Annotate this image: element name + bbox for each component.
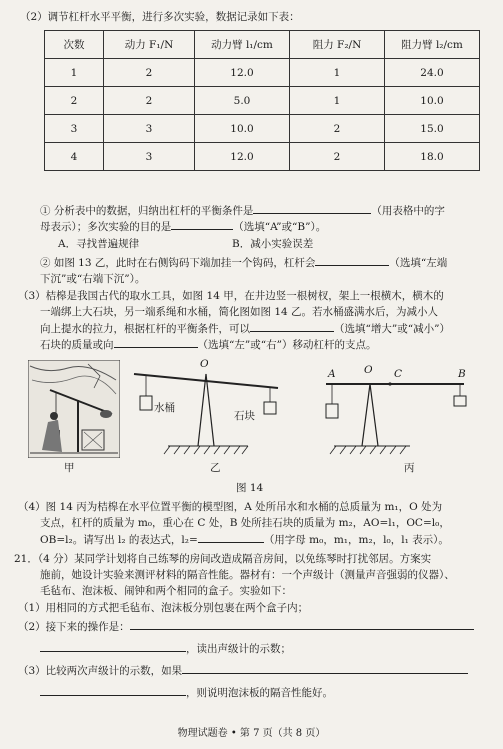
header-cell: 动力 F₁/N — [104, 31, 195, 59]
q2-1-text: （选填“A”或“B”）。 — [233, 221, 327, 233]
q4-line1: （4）图 14 丙为桔槔在水平位置平衡的模型图，A 处所吊水和水桶的总质量为 m₁，O 处为 — [18, 501, 443, 513]
q2-1-line2 — [40, 219, 326, 234]
page-footer: 物理试题卷 • 第 7 页（共 8 页） — [177, 728, 326, 739]
cell: 10.0 — [195, 115, 290, 143]
answer-blank[interactable] — [114, 337, 198, 348]
table-row — [45, 59, 480, 87]
figure-caption: 图 14 — [236, 482, 264, 494]
q21-line1: 21．（4 分）某同学计划将自己练琴的房间改造成隔音房间，以免练琴时打扰邻居。方案实 — [14, 553, 432, 565]
cell: 12.0 — [195, 59, 290, 87]
answer-blank[interactable] — [315, 255, 389, 266]
cell: 3 — [104, 143, 195, 171]
q2-1-line1 — [40, 203, 445, 218]
cell: 1 — [290, 59, 385, 87]
q21-step1: （1）用相同的方式把毛毡布、泡沫板分别包裹在两个盒子内； — [18, 602, 309, 614]
q3-line3 — [40, 321, 450, 336]
answer-blank[interactable] — [171, 219, 233, 230]
q3-text: 石块的质量或向 — [40, 339, 114, 351]
q21-step2-cont — [40, 641, 291, 656]
q4-line2: 支点，杠杆的质量为 m₀，重心在 C 处，B 处所挂石块的质量为 m₂，AO=l₁，OC=l₀， — [40, 517, 450, 529]
cell: 3 — [104, 115, 195, 143]
option-a: A．寻找普遍规律 — [58, 238, 140, 250]
label-bing: 丙 — [404, 462, 415, 474]
header-cell: 动力臂 l₁/cm — [195, 31, 290, 59]
q2-1-text: （用表格中的字 — [371, 205, 445, 217]
label-a: A — [328, 368, 336, 380]
cell: 4 — [45, 143, 104, 171]
label-jia: 甲 — [64, 462, 75, 474]
cell: 12.0 — [195, 143, 290, 171]
cell: 2 — [290, 115, 385, 143]
cell: 2 — [45, 87, 104, 115]
header-cell: 次数 — [45, 31, 104, 59]
figure-jia-illustration — [28, 360, 120, 458]
q3-text: 向上提水的拉力，根据杠杆的平衡条件，可以 — [40, 323, 250, 335]
q4-line3 — [40, 532, 449, 547]
q4-text: OB=l₂。请写出 l₂ 的表达式，l₂= — [40, 534, 198, 546]
table-header-row — [45, 31, 480, 59]
q21-text: （2）接下来的操作是： — [18, 621, 130, 633]
cell: 1 — [45, 59, 104, 87]
cell: 5.0 — [195, 87, 290, 115]
header-cell: 阻力 F₂/N — [290, 31, 385, 59]
cell: 2 — [104, 59, 195, 87]
option-b: B．减小实验误差 — [232, 238, 314, 250]
q2-2-line2: 下沉”或“右端下沉”）。 — [40, 273, 146, 285]
figure-yi-diagram — [128, 358, 306, 458]
cell: 2 — [290, 143, 385, 171]
answer-blank[interactable] — [130, 619, 474, 630]
cell: 2 — [104, 87, 195, 115]
q2-2-text: （选填“左端 — [389, 257, 448, 269]
q2-intro: （2）调节杠杆水平平衡，进行多次实验，数据记录如下表： — [20, 11, 300, 23]
header-cell: 阻力臂 l₂/cm — [385, 31, 480, 59]
answer-blank[interactable] — [182, 663, 468, 674]
q21-text: （3）比较两次声级计的示数，如果 — [18, 665, 183, 677]
label-o: O — [200, 358, 209, 370]
q3-line2: 一端绑上大石块，另一端系绳和水桶，简化图如图 14 乙。若水桶盛满水后，为减小人 — [40, 306, 439, 318]
answer-blank[interactable] — [40, 641, 186, 652]
label-c: C — [394, 368, 403, 380]
cell: 18.0 — [385, 143, 480, 171]
q21-line2: 施前，她设计实验来测评材料的隔音性能。器材有：一个声级计（测量声音强弱的仪器）、 — [40, 569, 455, 581]
table-row — [45, 143, 480, 171]
q21-step3 — [18, 663, 468, 678]
q2-2-line1 — [40, 255, 447, 270]
q2-1-text: ① 分析表中的数据，归纳出杠杆的平衡条件是 — [40, 205, 254, 217]
q21-text: ，则说明泡沫板的隔音性能好。 — [186, 687, 333, 699]
cell: 15.0 — [385, 115, 480, 143]
q3-text: （选填“增大”或“减小”） — [334, 323, 450, 335]
q3-line4 — [40, 337, 376, 352]
data-table — [44, 30, 480, 171]
label-stone: 石块 — [234, 410, 255, 422]
figure-bing-diagram — [314, 362, 486, 458]
answer-blank[interactable] — [40, 685, 186, 696]
q3-text: （选填“左”或“右”）移动杠杆的支点。 — [197, 339, 377, 351]
answer-blank[interactable] — [253, 203, 371, 214]
q21-step3-cont — [40, 685, 333, 700]
q21-text: ，读出声级计的示数； — [186, 643, 291, 655]
answer-blank[interactable] — [198, 532, 264, 543]
q3-line1: （3）桔槔是我国古代的取水工具，如图 14 甲，在井边竖一根树杈，架上一根横木，横木的 — [18, 290, 444, 302]
q21-line3: 毛毡布、泡沫板、闹钟和两个相同的盒子。实验如下： — [40, 585, 292, 597]
table-row — [45, 87, 480, 115]
label-b: B — [458, 368, 466, 380]
cell: 10.0 — [385, 87, 480, 115]
q2-2-text: ② 如图 13 乙，此时在右侧钩码下端加挂一个钩码，杠杆会 — [40, 257, 316, 269]
label-o: O — [364, 364, 373, 376]
cell: 3 — [45, 115, 104, 143]
q4-text: （用字母 m₀，m₁，m₂，l₀，l₁ 表示）。 — [263, 534, 449, 546]
cell: 1 — [290, 87, 385, 115]
label-yi: 乙 — [210, 462, 221, 474]
label-bucket: 水桶 — [154, 402, 175, 414]
table-row — [45, 115, 480, 143]
q2-1-text: 母表示）；多次实验的目的是 — [40, 221, 172, 233]
q21-step2 — [18, 619, 474, 634]
answer-blank[interactable] — [250, 321, 334, 332]
cell: 24.0 — [385, 59, 480, 87]
